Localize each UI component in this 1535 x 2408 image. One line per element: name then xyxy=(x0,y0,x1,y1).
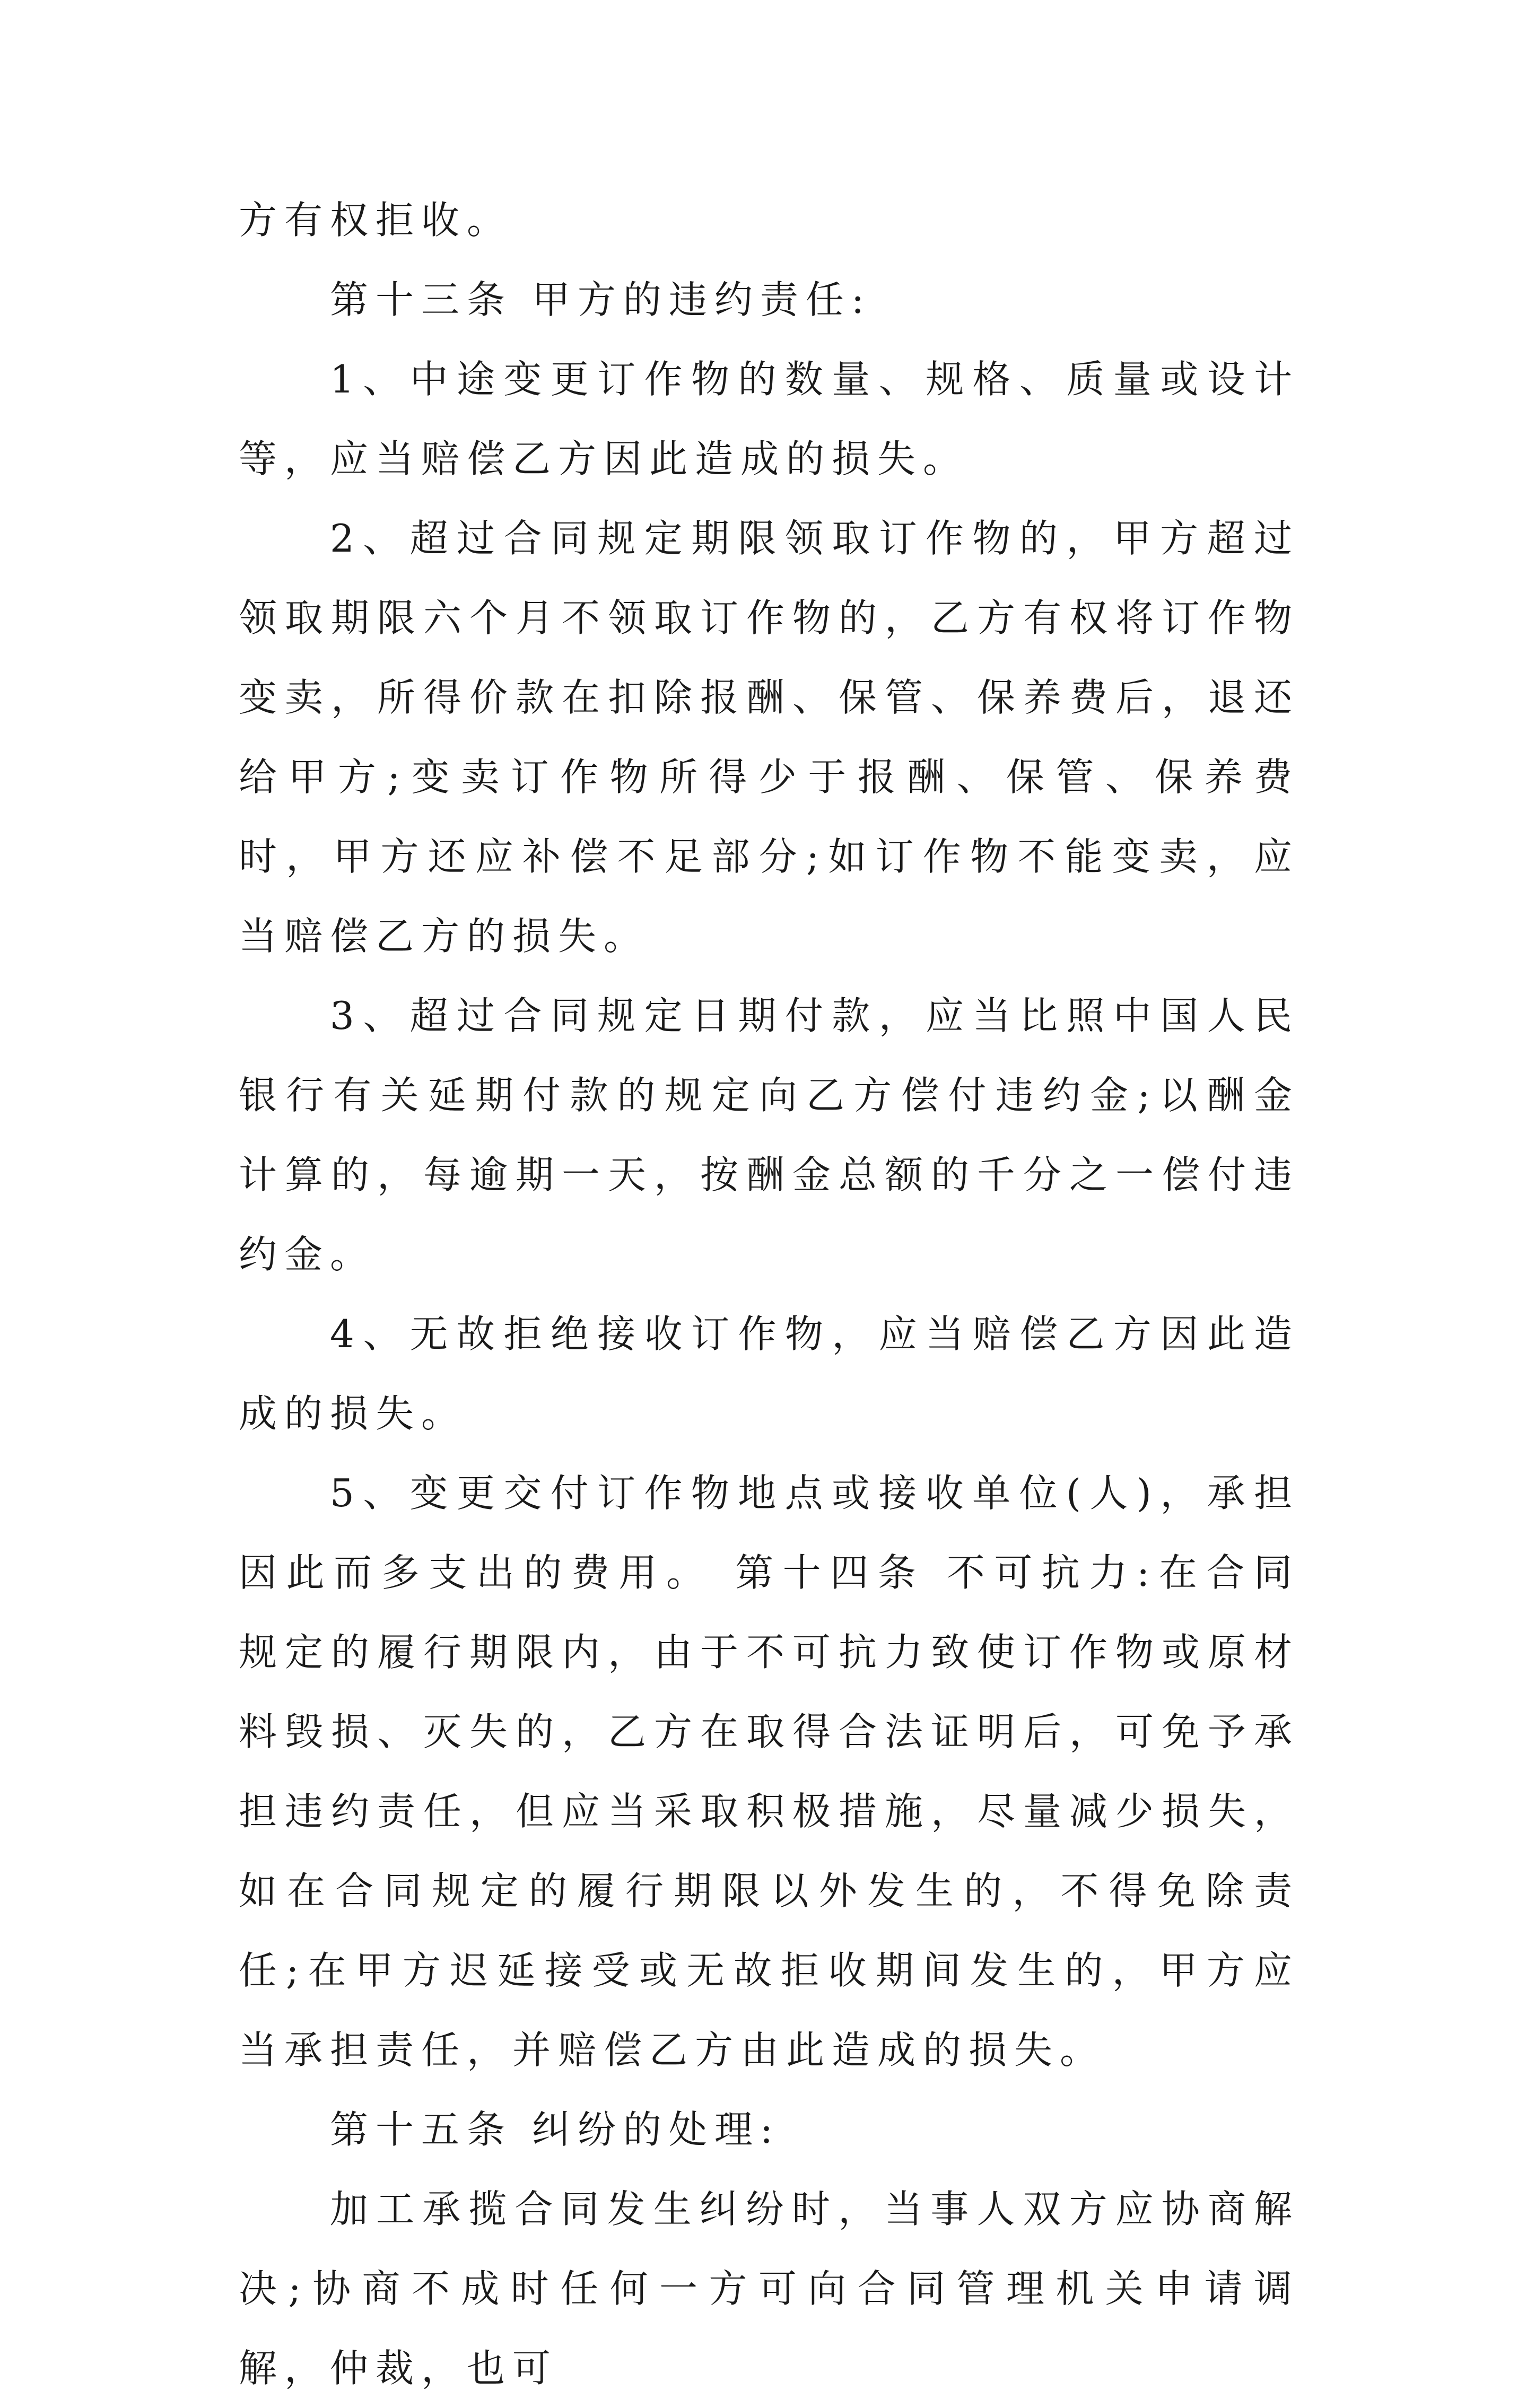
paragraph-item-3: 3、超过合同规定日期付款，应当比照中国人民银行有关延期付款的规定向乙方偿付违约金;以酬金计算的，每逾期一天，按酬金总额的千分之一偿付违约金。 xyxy=(239,993,1299,1277)
paragraph-article-13-heading: 第十三条 甲方的违约责任: xyxy=(330,277,872,322)
paragraph-item-5-and-article-14: 5、变更交付订作物地点或接收单位(人)，承担因此而多支出的费用。 第十四条 不可抗力:在合同规定的履行期限内，由于不可抗力致使订作物或原材料毁损、灭失的，乙方在取得合法证明后，可免予承担违约责任，但应当采取积极措施，尽量减少损失，如在合同规定的履行期限以外发生的，不得免除责任;在甲方迟延接受或无故拒收期间发生的，甲方应当承担责任，并赔偿乙方由此造成的损失。 xyxy=(239,1471,1299,2072)
paragraph-dispute-resolution: 加工承揽合同发生纠纷时，当事人双方应协商解决;协商不成时任何一方可向合同管理机关申请调解，仲裁，也可 xyxy=(239,2187,1299,2390)
paragraph-article-15-heading: 第十五条 纠纷的处理: xyxy=(330,2107,781,2152)
paragraph-item-2: 2、超过合同规定期限领取订作物的，甲方超过领取期限六个月不领取订作物的，乙方有权将订作物变卖，所得价款在扣除报酬、保管、保养费后，退还给甲方;变卖订作物所得少于报酬、保管、保养费时，甲方还应补偿不足部分;如订作物不能变卖，应当赔偿乙方的损失。 xyxy=(239,516,1299,958)
paragraph-continuation: 方有权拒收。 xyxy=(239,198,513,242)
document-body xyxy=(239,180,1299,2408)
paragraph-item-4: 4、无故拒绝接收订作物，应当赔偿乙方因此造成的损失。 xyxy=(239,1312,1299,1436)
paragraph-item-1: 1、中途变更订作物的数量、规格、质量或设计等，应当赔偿乙方因此造成的损失。 xyxy=(239,357,1299,481)
